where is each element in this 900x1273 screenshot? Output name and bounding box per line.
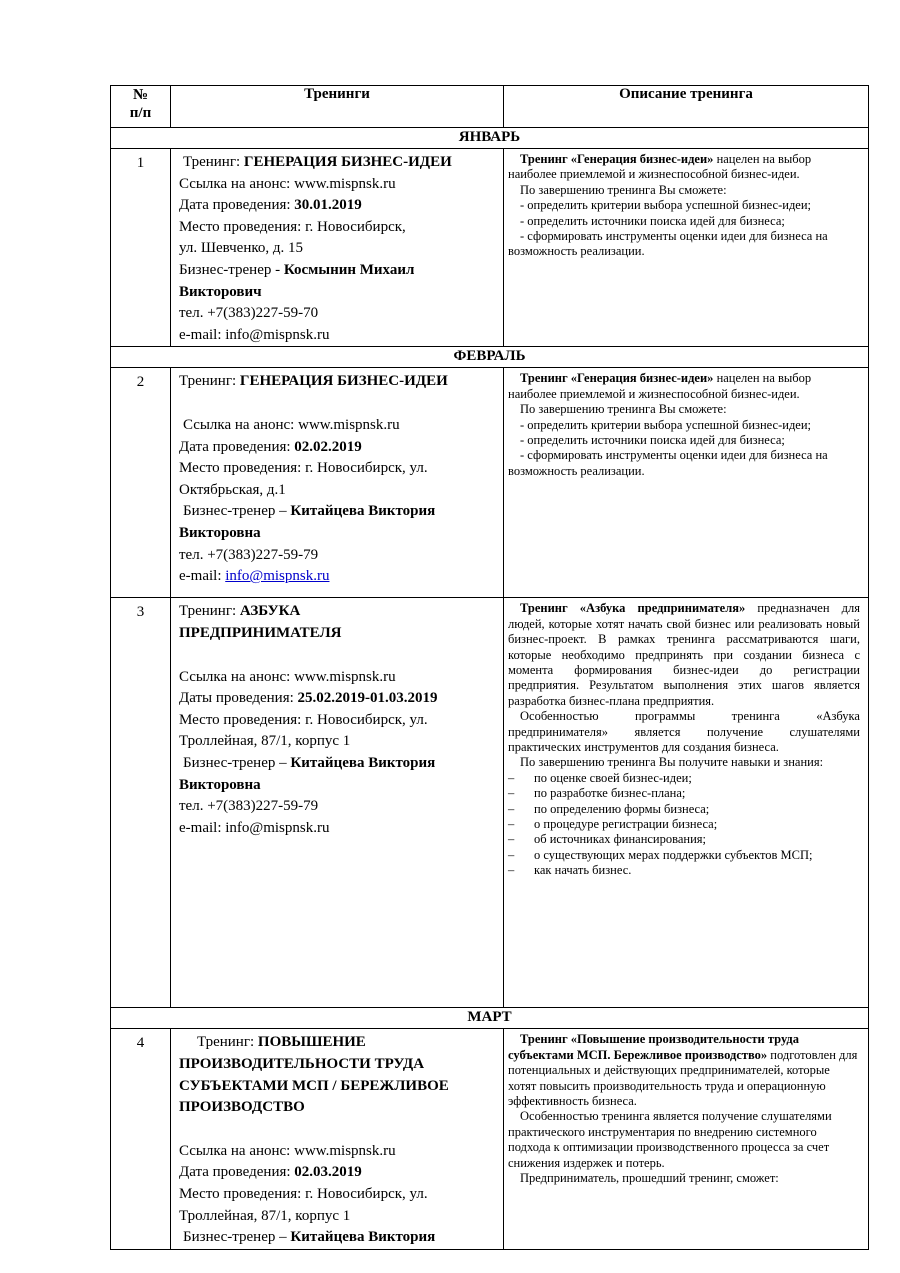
month-label: ФЕВРАЛЬ xyxy=(111,347,869,368)
month-label: ЯНВАРЬ xyxy=(111,128,869,149)
list-item: – как начать бизнес. xyxy=(508,863,860,878)
email: e-mail: info@mispnsk.ru xyxy=(179,819,330,836)
email: e-mail: info@mispnsk.ru xyxy=(179,568,330,585)
training-name: АЗБУКА xyxy=(239,603,301,620)
month-row-march xyxy=(111,1008,869,1029)
training-name: ГЕНЕРАЦИЯ БИЗНЕС-ИДЕИ xyxy=(243,154,452,170)
list-item: – о процедуре регистрации бизнеса; xyxy=(508,817,860,832)
training-date: 02.02.2019 xyxy=(294,438,362,455)
phone: тел. +7(383)227-59-79 xyxy=(179,798,319,815)
training-name: ГЕНЕРАЦИЯ БИЗНЕС-ИДЕИ xyxy=(239,373,448,390)
row-number: 2 xyxy=(111,368,171,598)
list-item: – по оценке своей бизнес-идеи; xyxy=(508,771,860,786)
description-cell: Тренинг «Генерация бизнес-идеи» нацелен на выбор наиболее приемлемой и жизнеспособной бизнес-идеи. По завершению тренинга Вы сможете: - определить критерии выбора успешной бизнес-идеи; - определить источники поиска идей для бизнеса; - сформировать инструменты оценки идеи для бизнеса на возможность реализации. xyxy=(504,368,869,598)
table-row xyxy=(111,149,869,347)
training-cell: Тренинг: ПОВЫШЕНИЕ ПРОИЗВОДИТЕЛЬНОСТИ ТРУДА СУБЪЕКТАМИ МСП / БЕРЕЖЛИВОЕ ПРОИЗВОДСТВО Ссылка на анонс: www.mispnsk.ru Дата проведения: 02.03.2019 Место проведения: г. Новосибирск, ул. Троллейная, 87/1, корпус 1 Бизнес-тренер – Китайцева Виктория xyxy=(171,1029,504,1249)
month-row-february xyxy=(111,347,869,368)
description-cell: Тренинг «Азбука предпринимателя» предназначен для людей, которые хотят начать свой бизнес или реализовать новый бизнес-проект. В рамках тренинга рассматриваются шаги, которые необходимо предпринять при создании бизнеса с момента формирования бизнес-идеи до регистрации предприятия. Результатом выполнения этих шагов является разработка бизнес-плана предприятия. Особенностью программы тренинга «Азбука предпринимателя» является получение слушателями практических инструментов для создания бизнеса. По завершению тренинга Вы получите навыки и знания: – по оценке своей бизнес-идеи; – по разработке бизнес-плана; – по определению формы бизнеса; – о процедуре регистрации бизнеса; – об источниках финансирования; – о существующих мерах поддержки субъектов МСП; – как начать бизнес. xyxy=(504,598,869,1008)
training-cell: Тренинг: ГЕНЕРАЦИЯ БИЗНЕС-ИДЕИ Ссылка на анонс: www.mispnsk.ru Дата проведения: 02.02.2019 Место проведения: г. Новосибирск, ул. Октябрьская, д.1 Бизнес-тренер – Китайцева Виктория Викторовна тел. +7(383)227-59-79 e-mail: info@mispnsk.ru xyxy=(171,368,504,598)
month-row-january xyxy=(111,128,869,149)
header-num: № п/п xyxy=(111,86,171,128)
row-number: 1 xyxy=(111,149,171,347)
trainer-name: Китайцева Виктория xyxy=(290,503,436,520)
email-link[interactable]: info@mispnsk.ru xyxy=(225,568,330,585)
skills-list xyxy=(508,771,860,879)
training-date: 02.03.2019 xyxy=(294,1164,362,1181)
trainer-name: Китайцева Виктория xyxy=(290,754,436,771)
trainings-table xyxy=(110,85,869,1250)
list-item: – по разработке бизнес-плана; xyxy=(508,786,860,801)
email: e-mail: info@mispnsk.ru xyxy=(179,326,330,343)
description-cell: Тренинг «Повышение производительности труда субъектами МСП. Бережливое производство» подготовлен для потенциальных и действующих предпринимателей, которые хотят повысить производительность труда и операционную эффективность бизнеса. Особенностью тренинга является получение слушателями практического инструментария по внедрению системного подхода к оптимизации производственного процесса за счет снижения издержек и потерь. Предприниматель, прошедший тренинг, сможет: xyxy=(504,1029,869,1249)
list-item: – об источниках финансирования; xyxy=(508,832,860,847)
announcement-link[interactable]: www.mispnsk.ru xyxy=(294,175,396,192)
table-header-row xyxy=(111,86,869,128)
announcement-link[interactable]: www.mispnsk.ru xyxy=(294,1142,396,1159)
header-trainings: Тренинги xyxy=(171,86,504,128)
training-cell: Тренинг: ГЕНЕРАЦИЯ БИЗНЕС-ИДЕИ Ссылка на анонс: www.mispnsk.ru Дата проведения: 30.01.2019 Место проведения: г. Новосибирск, ул. Шевченко, д. 15 Бизнес-тренер - Космынин Михаил Викторович тел. +7(383)227-59-70 e-mail: info@mispnsk.ru xyxy=(171,149,504,347)
month-label: МАРТ xyxy=(111,1008,869,1029)
announcement-link[interactable]: www.mispnsk.ru xyxy=(294,668,396,685)
description-cell: Тренинг «Генерация бизнес-идеи» нацелен на выбор наиболее приемлемой и жизнеспособной бизнес-идеи. По завершению тренинга Вы сможете: - определить критерии выбора успешной бизнес-идеи; - определить источники поиска идей для бизнеса; - сформировать инструменты оценки идеи для бизнеса на возможность реализации. xyxy=(504,149,869,347)
training-cell: Тренинг: АЗБУКА ПРЕДПРИНИМАТЕЛЯ Ссылка на анонс: www.mispnsk.ru Даты проведения: 25.02.2019-01.03.2019 Место проведения: г. Новосибирск, ул. Троллейная, 87/1, корпус 1 Бизнес-тренер – Китайцева Виктория Викторовна тел. +7(383)227-59-79 e-mail: info@mispnsk.ru xyxy=(171,598,504,1008)
row-number: 3 xyxy=(111,598,171,1008)
row-number: 4 xyxy=(111,1029,171,1249)
list-item: – о существующих мерах поддержки субъектов МСП; xyxy=(508,848,860,863)
training-date: 30.01.2019 xyxy=(294,197,362,214)
header-description: Описание тренинга xyxy=(504,86,869,128)
list-item: – по определению формы бизнеса; xyxy=(508,802,860,817)
phone: тел. +7(383)227-59-79 xyxy=(179,546,319,563)
training-name: ПОВЫШЕНИЕ xyxy=(257,1034,366,1051)
trainer-name: Китайцева Виктория xyxy=(290,1229,436,1246)
phone: тел. +7(383)227-59-70 xyxy=(179,305,319,322)
table-row xyxy=(111,368,869,598)
training-date: 25.02.2019-01.03.2019 xyxy=(297,690,438,707)
table-row xyxy=(111,1029,869,1249)
announcement-link[interactable]: www.mispnsk.ru xyxy=(298,416,400,433)
trainer-name: Космынин Михаил xyxy=(283,261,415,278)
table-row xyxy=(111,598,869,1008)
